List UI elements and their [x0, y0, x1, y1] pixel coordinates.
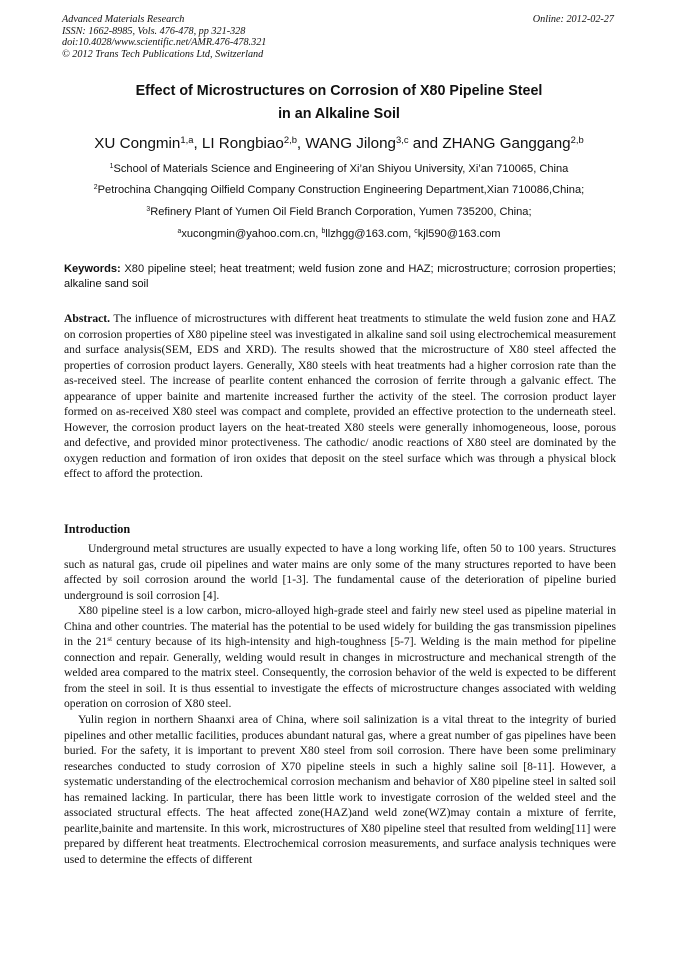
paragraph-text: century because of its high-intensity and high-toughness [5-7]. Welding is the main method for pipeline connection and repair. Generally, welding would result in changes in microstructure and mechanical strength of the welded area compared to the matrix steel. Consequently, the corrosion behavior of the weld is expected to be different from the steel in soil. It is thus essential to investigate the effects of microstructure changes associated with welding operation on corrosion of X80 steel. [64, 635, 616, 711]
author-affiliation-mark: 2,b [283, 133, 297, 145]
issn-line: ISSN: 1662-8985, Vols. 476-478, pp 321-328 [62, 25, 246, 37]
paragraph [64, 603, 616, 712]
author-name: LI Rongbiao [201, 135, 284, 152]
affiliation-text: School of Materials Science and Engineering of Xi’an Shiyou University, Xi’an 710065, China [113, 163, 569, 175]
author-affiliation-mark: 3,c [395, 133, 409, 145]
abstract-label: Abstract. [64, 312, 111, 325]
paragraph-text: X80 pipeline steel is a low carbon, micro-alloyed high-grade steel and fairly new steel used as pipeline material in China and other countries. The material has the potential to be used widely for building the gas transmission pipelines in the 21 [64, 604, 616, 649]
keywords-section [64, 262, 616, 291]
journal-header [62, 14, 462, 60]
affiliation-text: Refinery Plant of Yumen Oil Field Branch Corporation, Yumen 735200, China; [150, 206, 532, 218]
ordinal-suffix: st [107, 635, 112, 644]
email-mark: a [177, 228, 182, 236]
online-date: Online: 2012-02-27 [532, 14, 614, 25]
keywords-label: Keywords: [64, 263, 121, 275]
email-address[interactable]: xucongmin@yahoo.com.cn, [181, 228, 322, 240]
author-affiliation-mark: 2,b [570, 133, 584, 145]
affiliation-mark: 3 [146, 206, 151, 214]
title-line-2: in an Alkaline Soil [278, 106, 400, 122]
keywords-text: X80 pipeline steel; heat treatment; weld fusion zone and HAZ; microstructure; corrosion properties; alkaline sand soil [64, 263, 616, 290]
journal-name: Advanced Materials Research [62, 14, 185, 25]
author-name: WANG Jilong [305, 135, 396, 152]
affiliation-mark: 1 [109, 163, 114, 171]
author-separator: , [193, 135, 202, 152]
email-address[interactable]: llzhgg@163.com, [325, 228, 415, 240]
section-heading-introduction: Introduction [64, 522, 131, 536]
author-list [40, 134, 638, 154]
paragraph: Yulin region in northern Shaanxi area of China, where soil salinization is a vital threat to the integrity of buried pipelines and other metallic facilities, produces abundant natural gas, where a great number of gas pipelines have been buried. For the safety, it is important to prevent X80 steel from soil corrosion. There have been some preliminary researches conducted to study corrosion of X70 pipeline steels in such a highly saline soil [8-11]. However, a systematic understanding of the electrochemical corrosion mechanism and behavior of X80 pipeline steel in salted soil has remained lacking. In particular, there has been little work to investigate corrosion of the welded steel and the associated structural effects. The heat affected zone(HAZ)and weld zone(WZ)may contain a mixture of ferrite, pearlite,bainite and martensite. In this work, microstructures of X80 pipeline steel that resulted from welding[11] were prepared by different heat treatments. Electrochemical corrosion measurements, and surface analysis techniques were used to determine the effects of different [64, 713, 616, 866]
email-mark: b [321, 228, 326, 236]
author-name: ZHANG Ganggang [442, 135, 571, 152]
author-affiliation-mark: 1,a [180, 133, 194, 145]
affiliation-mark: 2 [93, 184, 98, 192]
author-name: XU Congmin [94, 135, 181, 152]
affiliation-1 [40, 162, 638, 176]
copyright-line: © 2012 Trans Tech Publications Ltd, Switzerland [62, 48, 264, 60]
affiliation-text: Petrochina Changqing Oilfield Company Construction Engineering Department,Xian 710086,China; [97, 184, 585, 196]
paper-title [62, 80, 616, 126]
doi-line[interactable]: doi:10.4028/www.scientific.net/AMR.476-478.321 [62, 37, 267, 49]
author-separator: , [296, 135, 306, 152]
abstract-text: The influence of microstructures with different heat treatments to stimulate the weld fusion zone and HAZ on corrosion properties of X80 pipeline steel was investigated in alkaline sand soil using electrochemical measurement and surface analysis(SEM, EDS and XRD). The results showed that the microstructure of X80 steel affected the properties of corrosion product layers. Generally, X80 steels with heat treatments had a higher corrosion rate than the as-received steel. The increase of pearlite content enhanced the corrosion of ferrite through a galvanic effect. The appearance of upper bainite and martenite increased further the activity of the steel. The corrosion product layer formed on as-received X80 steel was compact and complete, provided an effective protection to the underneath steel. However, the corrosion product layers on the heat-treated X80 steels were generally inhomogeneous, loose, porous and defective, and provided minor protectiveness. The cathodic/ anodic reactions of X80 steel are dominated by the oxygen reduction and formation of iron oxides that deposit on the steel surface which was through a physical block effect to afford the protection. [64, 312, 616, 481]
affiliation-2 [40, 183, 638, 197]
email-line [40, 227, 638, 241]
introduction-section [64, 541, 616, 867]
author-separator: and [408, 135, 443, 152]
email-address[interactable]: kjl590@163.com [417, 228, 501, 240]
title-line-1: Effect of Microstructures on Corrosion of X80 Pipeline Steel [135, 83, 543, 99]
affiliation-3 [40, 205, 638, 219]
email-mark: c [414, 228, 418, 236]
abstract-section [64, 311, 616, 482]
paragraph: Underground metal structures are usually expected to have a long working life, often 50 to 100 years. Structures such as natural gas, crude oil pipelines and water mains are only some of the many structures reported to have been affected by soil corrosion around the world [1-3]. The fundamental cause of the deterioration of pipeline buried underground is soil corrosion [4]. [64, 542, 616, 602]
